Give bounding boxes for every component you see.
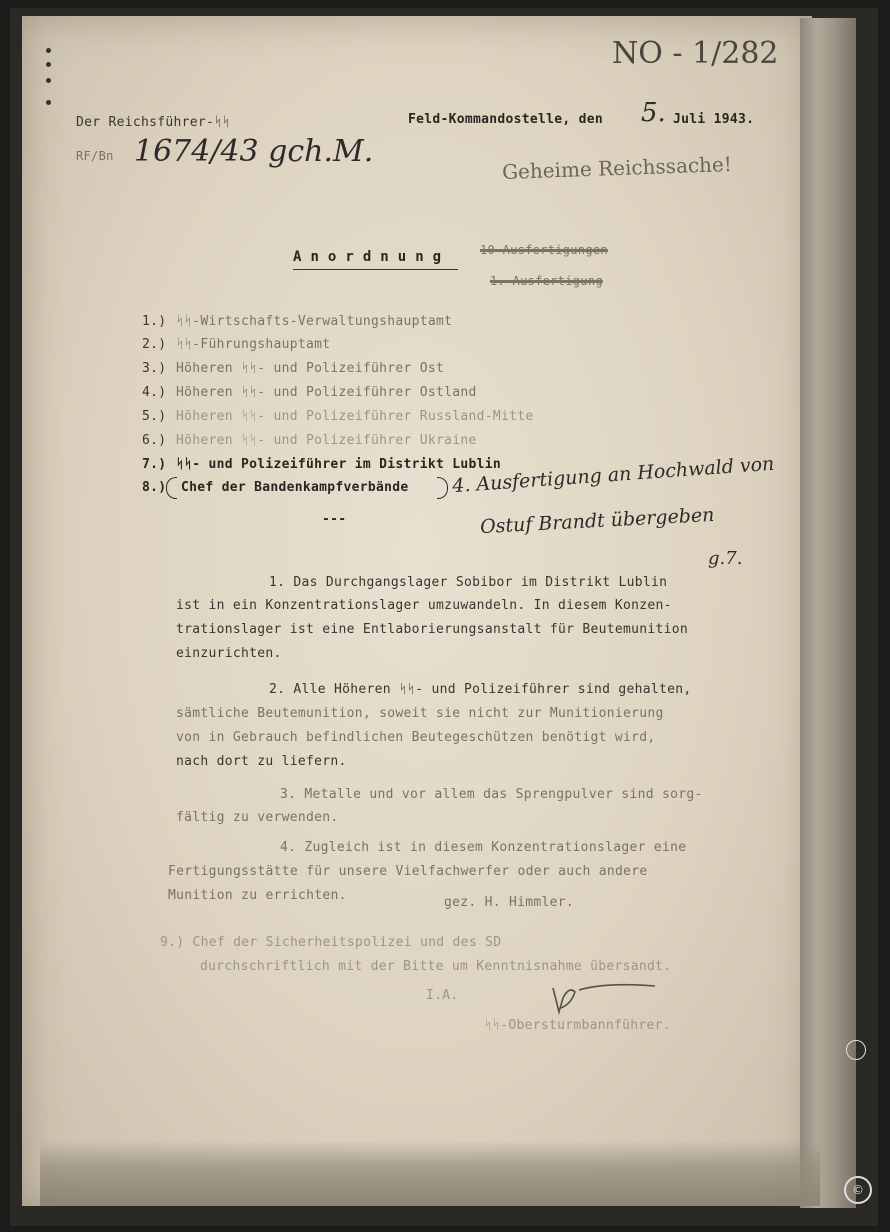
- footer-recipient: 9.) Chef der Sicherheitspolizei und des SD: [160, 935, 502, 950]
- distribution-number: 6.): [142, 433, 167, 448]
- document-number-handwritten: NO - 1/282: [612, 36, 779, 71]
- handwritten-note-line: 4. Ausfertigung an Hochwald von: [451, 452, 775, 498]
- archive-mark: [846, 1040, 866, 1060]
- footer-note: durchschriftlich mit der Bitte um Kenntnisnahme übersandt.: [200, 959, 672, 974]
- document-title: A n o r d n u n g: [293, 249, 442, 265]
- place-date-prefix: Feld-Kommandostelle, den: [408, 112, 604, 127]
- body-line: 1. Das Durchgangslager Sobibor im Distrikt Lublin: [269, 575, 668, 590]
- body-line: 3. Metalle und vor allem das Sprengpulver sind sorg-: [280, 787, 703, 802]
- archive-corner-mark: ©: [844, 1176, 872, 1204]
- binding-strip: [800, 18, 856, 1208]
- distribution-number: 2.): [142, 337, 167, 352]
- handwritten-signature: [545, 978, 665, 1022]
- distribution-recipient: Chef der Bandenkampfverbände: [181, 480, 409, 495]
- body-line: 4. Zugleich ist in diesem Konzentrationslager eine: [280, 840, 687, 855]
- distribution-recipient: Höheren ᛋᛋ- und Polizeiführer Ostland: [176, 385, 477, 400]
- body-line: sämtliche Beutemunition, soweit sie nicht zur Munitionierung: [176, 706, 664, 721]
- distribution-number: 3.): [142, 361, 167, 376]
- distribution-recipient: ᛋᛋ- und Polizeiführer im Distrikt Lublin: [176, 457, 502, 472]
- footer-rank: ᛋᛋ-Obersturmbannführer.: [484, 1018, 671, 1033]
- distribution-recipient: Höheren ᛋᛋ- und Polizeiführer Ost: [176, 361, 445, 376]
- body-line: fältig zu verwenden.: [176, 810, 339, 825]
- distribution-number: 7.): [142, 457, 167, 472]
- title-underline: [293, 269, 458, 270]
- copies-count-struck: 10 Ausfertigungen: [480, 243, 608, 257]
- punch-hole: [46, 48, 51, 53]
- body-line: 2. Alle Höheren ᛋᛋ- und Polizeiführer sind gehalten,: [269, 682, 692, 697]
- reference-prefix: RF/Bn: [76, 149, 114, 163]
- distribution-recipient: ᛋᛋ-Wirtschafts-Verwaltungshauptamt: [176, 314, 453, 329]
- reference-handwritten: 1674/43 gch.M.: [134, 134, 374, 169]
- date-day-handwritten: 5.: [641, 98, 666, 128]
- date-month-year: Juli 1943.: [673, 112, 755, 127]
- punch-hole: [46, 78, 51, 83]
- handwritten-initials: g.7.: [708, 548, 743, 569]
- body-line: Fertigungsstätte für unsere Vielfachwerfer oder auch andere: [168, 864, 648, 879]
- handwritten-note-line: Ostuf Brandt übergeben: [479, 503, 715, 539]
- punch-hole: [46, 100, 51, 105]
- distribution-recipient: Höheren ᛋᛋ- und Polizeiführer Ukraine: [176, 433, 477, 448]
- typed-signature: gez. H. Himmler.: [444, 895, 575, 910]
- punch-hole: [46, 62, 51, 67]
- separator: ---: [322, 512, 347, 527]
- body-line: Munition zu errichten.: [168, 888, 347, 903]
- classification-stamp: Geheime Reichssache!: [501, 151, 733, 185]
- distribution-number: 1.): [142, 314, 167, 329]
- distribution-recipient: Höheren ᛋᛋ- und Polizeiführer Russland-Mitte: [176, 409, 534, 424]
- body-line: von in Gebrauch befindlichen Beutegeschützen benötigt wird,: [176, 730, 656, 745]
- body-line: nach dort zu liefern.: [176, 754, 347, 769]
- distribution-number: 5.): [142, 409, 167, 424]
- handwritten-bracket: [166, 477, 177, 499]
- copy-number-struck: 1. Ausfertigung: [490, 274, 603, 288]
- body-line: ist in ein Konzentrationslager umzuwandeln. In diesem Konzen-: [176, 598, 672, 613]
- distribution-number: 4.): [142, 385, 167, 400]
- body-line: trationslager ist eine Entlaborierungsanstalt für Beutemunition: [176, 622, 688, 637]
- distribution-recipient: ᛋᛋ-Führungshauptamt: [176, 337, 331, 352]
- body-line: einzurichten.: [176, 646, 282, 661]
- page-bottom-shadow: [40, 1140, 820, 1206]
- footer-ia: I.A.: [426, 988, 459, 1003]
- sender-line: Der Reichsführer-ᛋᛋ: [76, 115, 231, 130]
- distribution-number: 8.): [142, 480, 167, 495]
